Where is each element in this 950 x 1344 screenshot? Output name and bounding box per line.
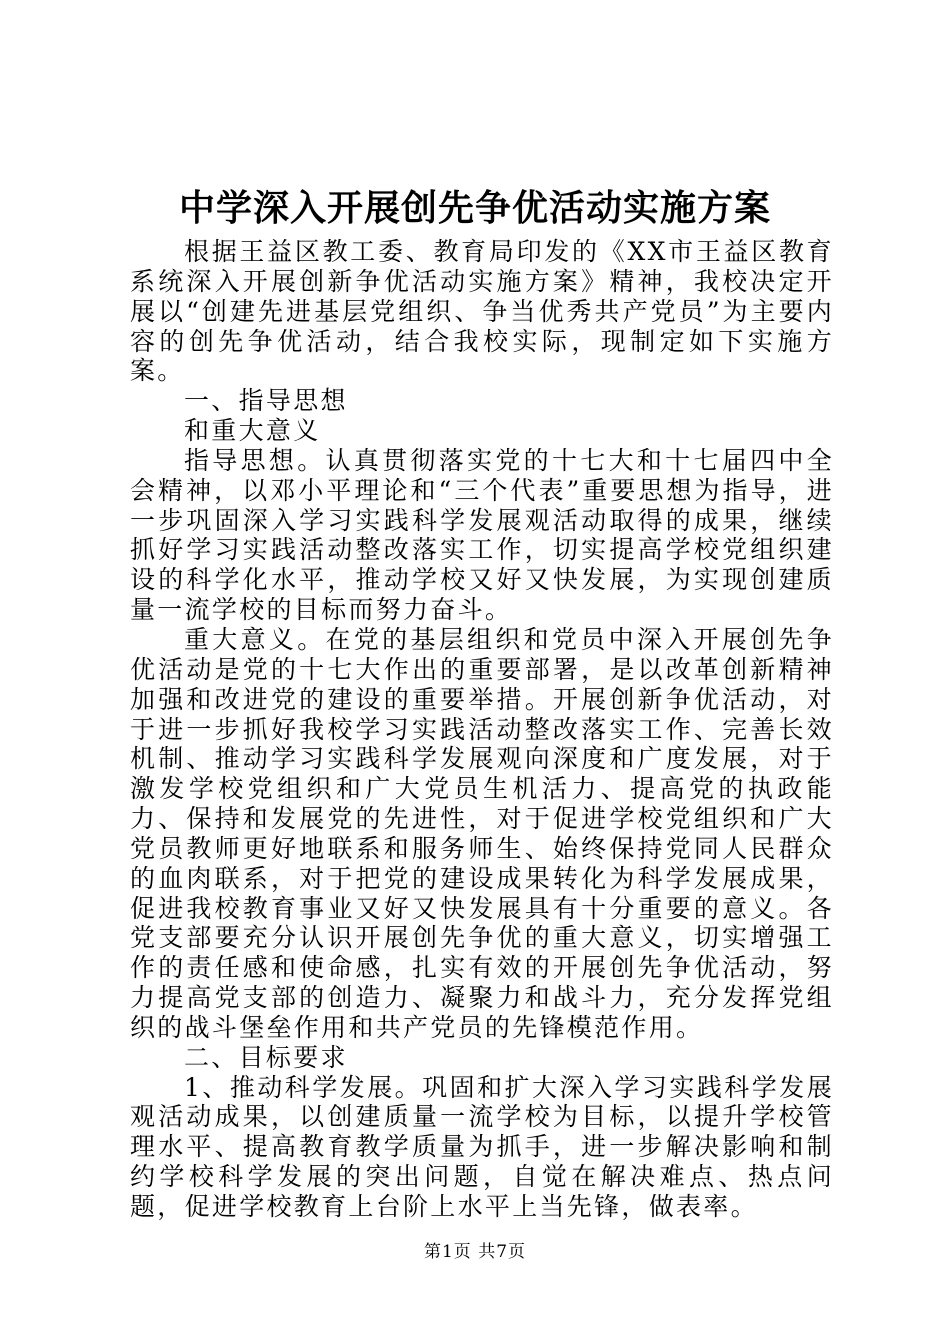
document-body — [130, 237, 834, 1222]
page-number-footer: 第1页 共7页 — [423, 1242, 527, 1262]
document-title: 中学深入开展创先争优活动实施方案 — [178, 187, 771, 229]
intro-paragraph: 根据王益区教工委、教育局印发的《XX市王益区教育系统深入开展创新争优活动实施方案》精神，我校决定开展以“创建先进基层党组织、争当优秀共产党员”为主要内容的创先争优活动，结合我校实际，现制定如下实施方案。 — [130, 237, 834, 386]
goal-item-1-paragraph: 1、推动科学发展。巩固和扩大深入学习实践科学发展观活动成果，以创建质量一流学校为目标，以提升学校管理水平、提高教育教学质量为抓手，进一步解决影响和制约学校科学发展的突出问题，自觉在解决难点、热点问题，促进学校教育上台阶上水平上当先锋，做表率。 — [130, 1072, 834, 1221]
significance-paragraph: 重大意义。在党的基层组织和党员中深入开展创先争优活动是党的十七大作出的重要部署，是以改革创新精神加强和改进党的建设的重要举措。开展创新争优活动，对于进一步抓好我校学习实践活动整改落实工作、完善长效机制、推动学习实践科学发展观向深度和广度发展，对于激发学校党组织和广大党员生机活力、提高党的执政能力、保持和发展党的先进性，对于促进学校党组织和广大党员教师更好地联系和服务师生、始终保持党同人民群众的血肉联系，对于把党的建设成果转化为科学发展成果，促进我校教育事业又好又快发展具有十分重要的意义。各党支部要充分认识开展创先争优的重大意义，切实增强工作的责任感和使命感，扎实有效的开展创先争优活动，努力提高党支部的创造力、凝聚力和战斗力，充分发挥党组织的战斗堡垒作用和共产党员的先锋模范作用。 — [130, 624, 834, 1042]
section-heading-guiding-thought: 一、指导思想 — [184, 386, 348, 416]
section-heading-goals: 二、目标要求 — [184, 1042, 348, 1072]
guiding-thought-paragraph: 指导思想。认真贯彻落实党的十七大和十七届四中全会精神，以邓小平理论和“三个代表”重要思想为指导，进一步巩固深入学习实践科学发展观活动取得的成果，继续抓好学习实践活动整改落实工作，切实提高学校党组织建设的科学化水平，推动学校又好又快发展，为实现创建质量一流学校的目标而努力奋斗。 — [130, 445, 834, 625]
section-heading-significance: 和重大意义 — [184, 416, 321, 446]
